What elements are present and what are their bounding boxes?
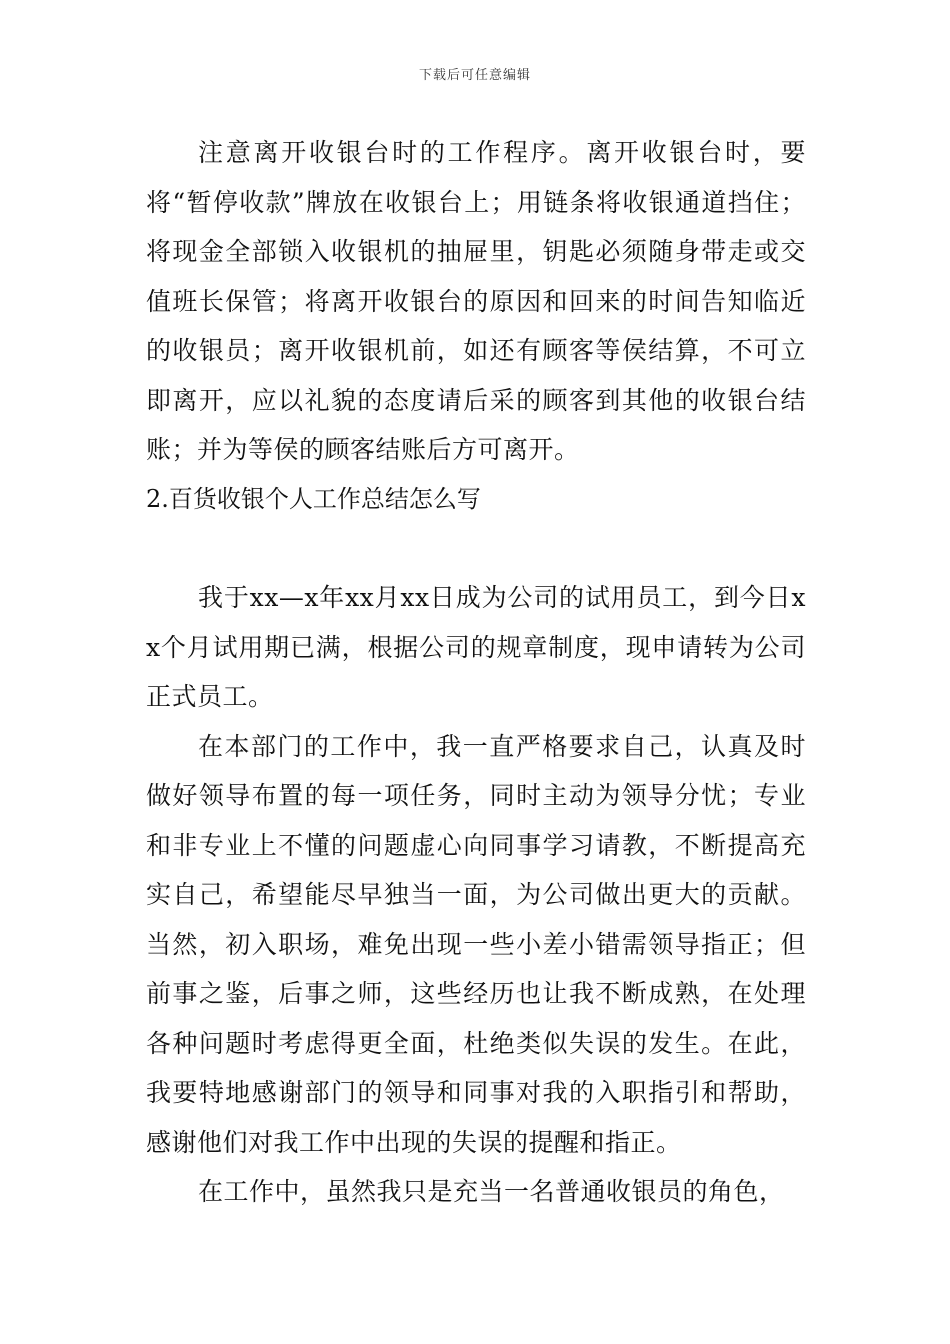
paragraph-cashier-leaving-procedure: 注意离开收银台时的工作程序。离开收银台时，要将“暂停收款”牌放在收银台上；用链条将收银通道挡住；将现金全部锁入收银机的抽屉里，钥匙必须随身带走或交值班长保管；将离开收银台的原因和回来的时间告知临近的收银员；离开收银机前，如还有顾客等侯结算，不可立即离开，应以礼貌的态度请后采的顾客到其他的收银台结账；并为等侯的顾客结账后方可离开。 <box>146 138 806 464</box>
paragraph-probation: 我于xx—x年xx月xx日成为公司的试用员工，到今日xx个月试用期已满，根据公司的规章制度，现申请转为公司正式员工。 <box>146 583 806 711</box>
document-body <box>146 128 806 1217</box>
page-header: 下载后可任意编辑 <box>418 68 531 83</box>
blank-line <box>146 524 806 573</box>
paragraph-cashier-role: 在工作中，虽然我只是充当一名普通收银员的角色， <box>198 1177 785 1206</box>
paragraph-department-work: 在本部门的工作中，我一直严格要求自己，认真及时做好领导布置的每一项任务，同时主动为领导分忧；专业和非专业上不懂的问题虚心向同事学习请教，不断提高充实自己，希望能尽早独当一面，为公司做出更大的贡献。当然，初入职场，难免出现一些小差小错需领导指正；但前事之鉴，后事之师，这些经历也让我不断成熟，在处理各种问题时考虑得更全面，杜绝类似失误的发生。在此，我要特地感谢部门的领导和同事对我的入职指引和帮助，感谢他们对我工作中出现的失误的提醒和指正。 <box>146 731 806 1157</box>
section-heading: 2.百货收银个人工作总结怎么写 <box>146 484 481 513</box>
